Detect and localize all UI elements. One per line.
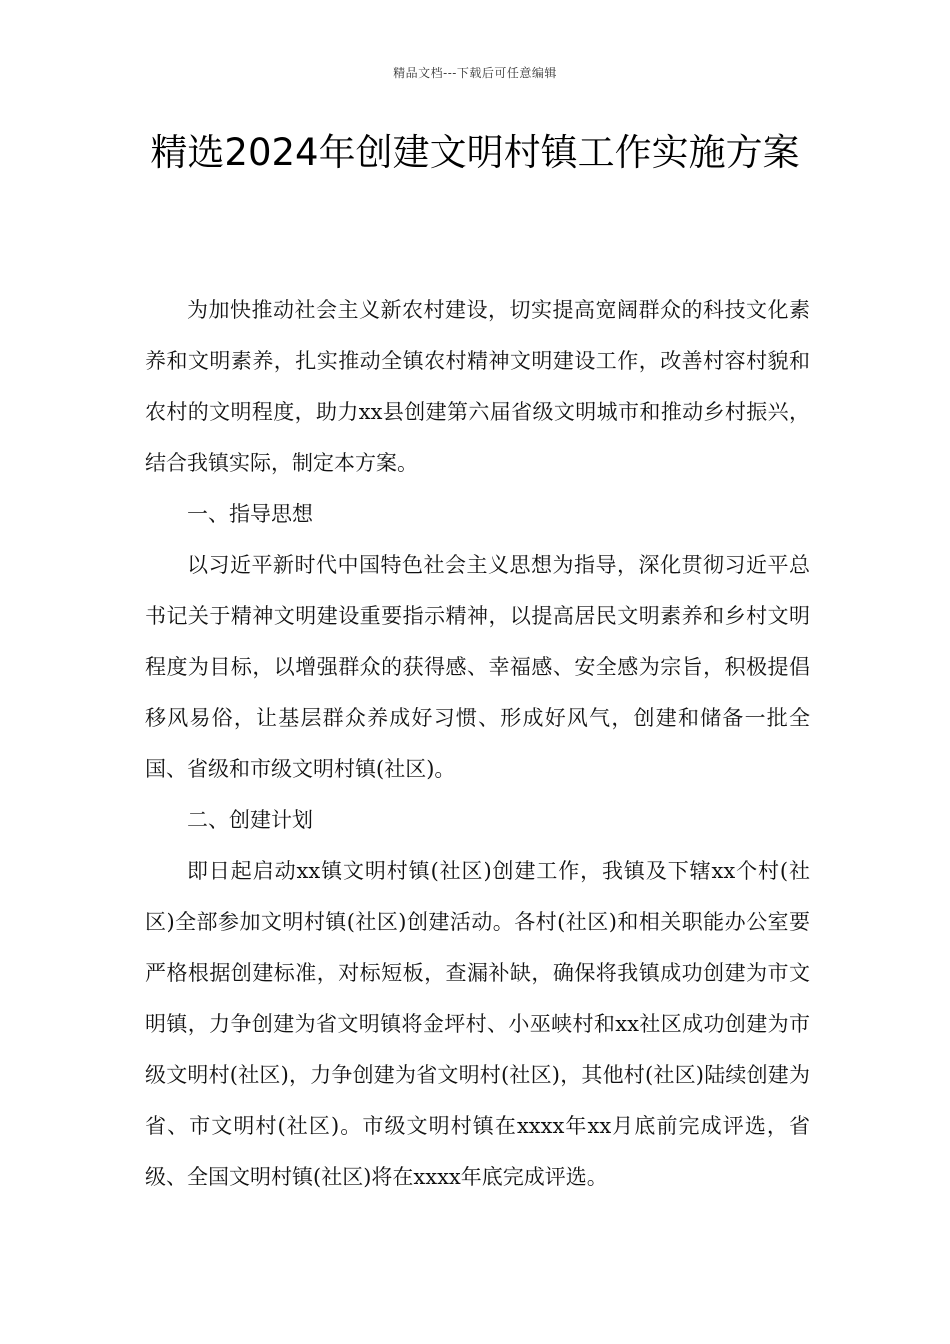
section-heading-creation-plan: 二、创建计划	[187, 808, 313, 832]
document-title: 精选2024年创建文明村镇工作实施方案	[150, 131, 800, 174]
page-header-note: 精品文档---下载后可任意编辑	[393, 66, 557, 80]
document-body	[145, 285, 810, 1203]
creation-plan-paragraph: 即日起启动xx镇文明村镇(社区)创建工作，我镇及下辖xx个村(社区)全部参加文明村镇(社区)创建活动。各村(社区)和相关职能办公室要严格根据创建标准，对标短板，查漏补缺，确保将我镇成功创建为市文明镇，力争创建为省文明镇将金坪村、小巫峡村和xx社区成功创建为市级文明村(社区)，力争创建为省文明村(社区)，其他村(社区)陆续创建为省、市文明村(社区)。市级文明村镇在xxxx年xx月底前完成评选，省级、全国文明村镇(社区)将在xxxx年底完成评选。	[145, 859, 810, 1189]
guiding-ideology-paragraph: 以习近平新时代中国特色社会主义思想为指导，深化贯彻习近平总书记关于精神文明建设重要指示精神，以提高居民文明素养和乡村文明程度为目标，以增强群众的获得感、幸福感、安全感为宗旨，积极提倡移风易俗，让基层群众养成好习惯、形成好风气，创建和储备一批全国、省级和市级文明村镇(社区)。	[145, 553, 810, 781]
intro-paragraph: 为加快推动社会主义新农村建设，切实提高宽阔群众的科技文化素养和文明素养，扎实推动全镇农村精神文明建设工作，改善村容村貌和农村的文明程度，助力xx县创建第六届省级文明城市和推动乡村振兴，结合我镇实际，制定本方案。	[145, 298, 810, 475]
section-heading-guiding-ideology: 一、指导思想	[187, 502, 313, 526]
